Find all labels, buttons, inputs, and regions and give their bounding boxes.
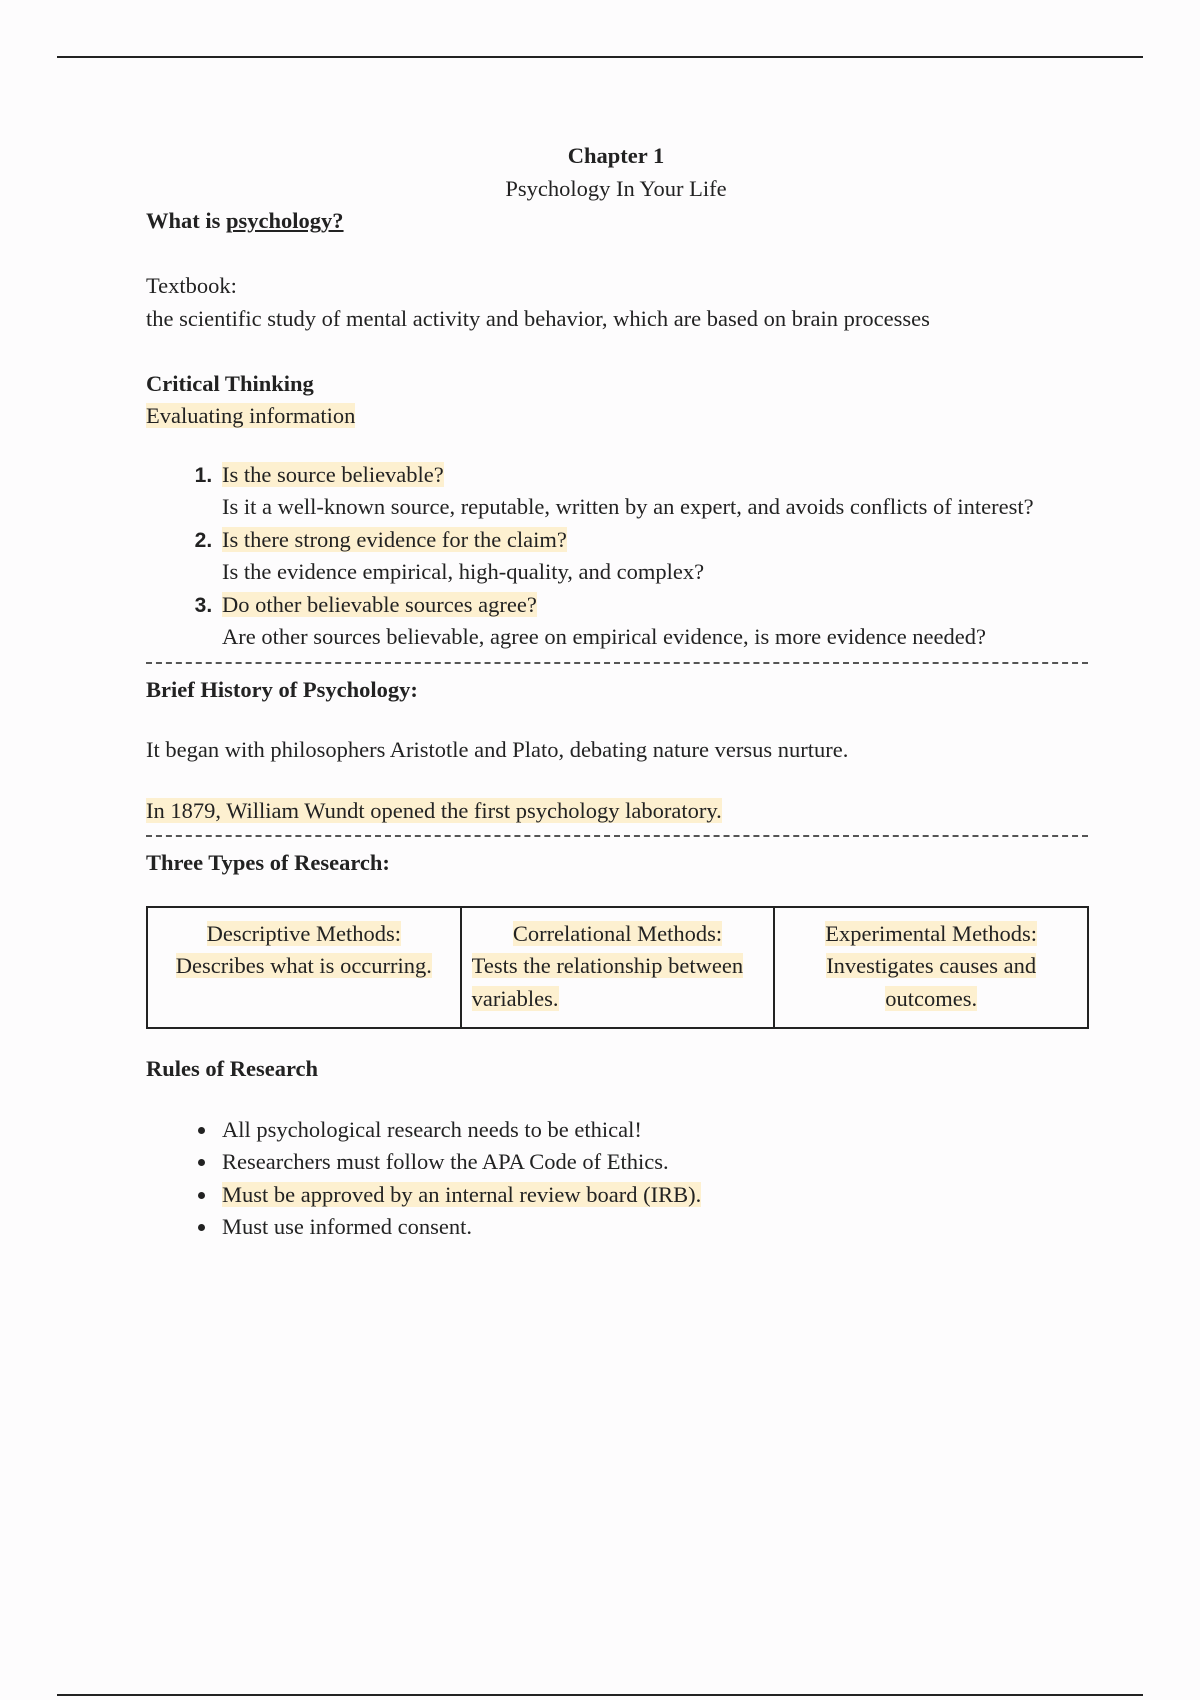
- rules-list: [146, 1114, 1086, 1244]
- dashed-divider: [146, 835, 1088, 837]
- history-line-2: In 1879, William Wundt opened the first psychology laboratory.: [146, 797, 722, 823]
- correlational-cell: [461, 907, 775, 1029]
- history-line-1: It began with philosophers Aristotle and Plato, debating nature versus nurture.: [146, 737, 849, 762]
- rule-4: Must use informed consent.: [222, 1214, 472, 1239]
- critical-thinking-heading: Critical Thinking: [146, 370, 314, 396]
- rule-1: All psychological research needs to be ethical!: [222, 1116, 642, 1142]
- top-rule: [57, 56, 1143, 58]
- history-heading: Brief History of Psychology:: [146, 676, 418, 702]
- chapter-title: Chapter 1: [567, 143, 665, 168]
- list-item: [218, 1146, 1086, 1179]
- dashed-divider: [146, 662, 1088, 664]
- experimental-body: Investigates causes and outcomes.: [826, 953, 1037, 1011]
- question-2: Is there strong evidence for the claim?: [222, 526, 567, 552]
- research-types-table: [146, 906, 1089, 1030]
- chapter-subtitle: Psychology In Your Life: [505, 175, 727, 201]
- what-is-heading: [146, 205, 1086, 238]
- question-3: Do other believable sources agree?: [222, 591, 537, 617]
- list-item: [218, 524, 1086, 589]
- question-1: Is the source believable?: [222, 461, 444, 487]
- descriptive-title: Descriptive Methods:: [206, 920, 401, 946]
- research-types-heading: Three Types of Research:: [146, 850, 390, 875]
- correlational-title: Correlational Methods:: [512, 920, 723, 946]
- bottom-rule: [57, 1694, 1143, 1696]
- correlational-body: Tests the relationship between variables.: [471, 953, 744, 1011]
- detail-2: Is the evidence empirical, high-quality, and complex?: [222, 559, 705, 584]
- detail-1: Is it a well-known source, reputable, written by an expert, and avoids conflicts of interest?: [222, 494, 1034, 519]
- textbook-label: Textbook:: [146, 273, 237, 298]
- psychology-term: psychology?: [226, 208, 344, 233]
- descriptive-cell: [147, 907, 461, 1029]
- psychology-definition: the scientific study of mental activity and behavior, which are based on brain processes: [146, 305, 930, 331]
- evaluating-information: Evaluating information: [146, 403, 356, 428]
- list-item: [218, 1179, 1086, 1212]
- experimental-title: Experimental Methods:: [825, 920, 1038, 946]
- list-item: [218, 459, 1086, 524]
- rule-3: Must be approved by an internal review board (IRB).: [222, 1181, 702, 1207]
- rules-heading: Rules of Research: [146, 1056, 319, 1081]
- descriptive-body: Describes what is occurring.: [175, 953, 432, 978]
- what-is-prefix: What is: [146, 208, 227, 233]
- detail-3: Are other sources believable, agree on empirical evidence, is more evidence needed?: [222, 624, 987, 649]
- rule-2: Researchers must follow the APA Code of Ethics.: [222, 1149, 669, 1174]
- list-item: [218, 589, 1086, 654]
- list-item: [218, 1114, 1086, 1147]
- document-page: [146, 140, 1086, 1244]
- list-item: [218, 1211, 1086, 1244]
- critical-thinking-list: [146, 459, 1086, 654]
- experimental-cell: [774, 907, 1088, 1029]
